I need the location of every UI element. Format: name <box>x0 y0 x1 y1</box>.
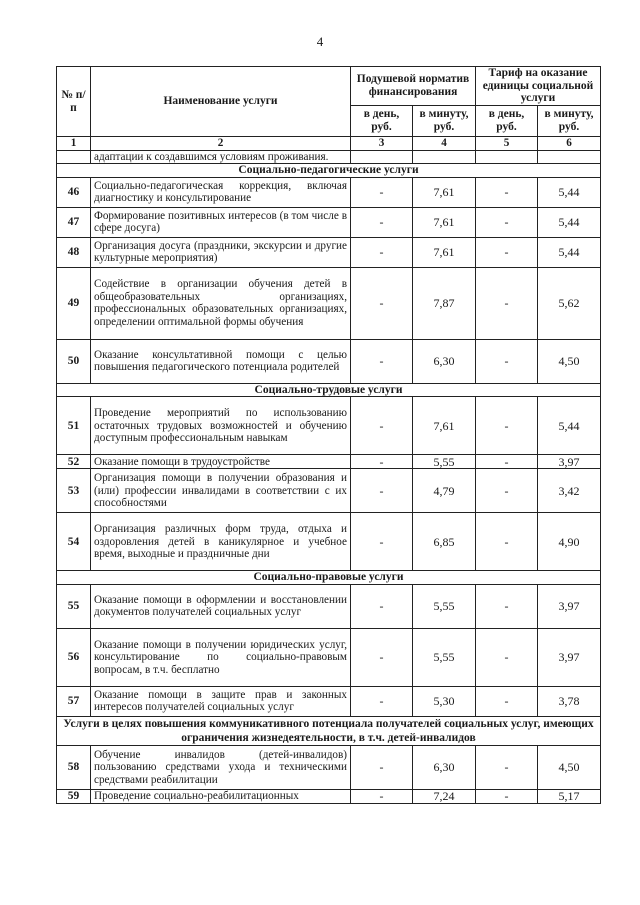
normative-per-day: - <box>351 745 413 789</box>
column-number: 6 <box>538 137 601 151</box>
tariff-per-day: - <box>476 628 538 686</box>
column-number: 2 <box>91 137 351 151</box>
normative-per-day: - <box>351 397 413 455</box>
service-name: Организация досуга (праздники, экскурсии и другие культурные мероприятия) <box>91 237 351 267</box>
header-normative: Подушевой норматив финансирования <box>351 67 476 106</box>
tariff-per-day: - <box>476 397 538 455</box>
service-name: Оказание помощи в защите прав и законных интересов получателей социальных услуг <box>91 686 351 716</box>
tariff-per-minute: 3,97 <box>538 455 601 469</box>
normative-per-minute: 7,61 <box>413 207 476 237</box>
tariff-per-day: - <box>476 177 538 207</box>
column-number: 1 <box>57 137 91 151</box>
page-number: 4 <box>316 34 324 49</box>
row-number: 47 <box>57 207 91 237</box>
table-row-continuation <box>57 150 601 164</box>
tariff-per-day: - <box>476 686 538 716</box>
service-name: Организация различных форм труда, отдыха и оздоровления детей в каникулярное и учебное время, выходные и праздничные дни <box>91 513 351 571</box>
tariff-per-minute: 3,78 <box>538 686 601 716</box>
normative-per-day: - <box>351 455 413 469</box>
tariff-per-day: - <box>476 237 538 267</box>
normative-per-day: - <box>351 207 413 237</box>
table-row <box>57 584 601 628</box>
normative-per-minute: 6,30 <box>413 745 476 789</box>
section-header <box>57 716 601 745</box>
tariff-per-day: - <box>476 584 538 628</box>
tariff-per-day: - <box>476 469 538 513</box>
normative-per-day: - <box>351 628 413 686</box>
section-header <box>57 164 601 178</box>
row-number: 54 <box>57 513 91 571</box>
normative-per-minute: 6,30 <box>413 339 476 383</box>
service-name: Проведение мероприятий по использованию остаточных трудовых возможностей и обучению доступным профессиональным навыкам <box>91 397 351 455</box>
table-row <box>57 469 601 513</box>
row-number: 46 <box>57 177 91 207</box>
service-name: Проведение социально-реабилитационных <box>91 789 351 803</box>
table-row <box>57 455 601 469</box>
normative-per-minute: 6,85 <box>413 513 476 571</box>
normative-per-minute: 7,61 <box>413 177 476 207</box>
table-row <box>57 207 601 237</box>
header-tariff-per-minute: в минуту, руб. <box>538 106 601 137</box>
normative-per-minute: 4,79 <box>413 469 476 513</box>
section-title: Социально-правовые услуги <box>57 571 601 585</box>
row-number: 49 <box>57 267 91 339</box>
normative-per-minute: 7,61 <box>413 397 476 455</box>
header-tariff-per-day: в день, руб. <box>476 106 538 137</box>
normative-per-minute: 5,30 <box>413 686 476 716</box>
normative-per-minute: 5,55 <box>413 455 476 469</box>
tariff-per-minute: 4,90 <box>538 513 601 571</box>
row-number: 48 <box>57 237 91 267</box>
tariff-per-minute: 3,97 <box>538 584 601 628</box>
row-number: 52 <box>57 455 91 469</box>
tariff-per-minute: 5,44 <box>538 237 601 267</box>
section-title: Услуги в целях повышения коммуникативного потенциала получателей социальных услуг, имеющих ограничения жизнедеятельности, в т.ч. детей-инвалидов <box>57 716 601 745</box>
table-row <box>57 686 601 716</box>
table-row <box>57 513 601 571</box>
normative-per-day: - <box>351 469 413 513</box>
table-row <box>57 745 601 789</box>
row-number: 57 <box>57 686 91 716</box>
service-name: Оказание помощи в оформлении и восстановлении документов получателей социальных услуг <box>91 584 351 628</box>
row-number: 51 <box>57 397 91 455</box>
section-title: Социально-педагогические услуги <box>57 164 601 178</box>
column-number: 5 <box>476 137 538 151</box>
row-number: 53 <box>57 469 91 513</box>
tariff-per-day: - <box>476 745 538 789</box>
service-name: Обучение инвалидов (детей-инвалидов) пользованию средствами ухода и техническими средствами реабилитации <box>91 745 351 789</box>
column-number: 3 <box>351 137 413 151</box>
row-number: 56 <box>57 628 91 686</box>
tariff-per-minute: 3,42 <box>538 469 601 513</box>
row-number: 58 <box>57 745 91 789</box>
normative-per-day: - <box>351 686 413 716</box>
tariff-per-day: - <box>476 207 538 237</box>
tariff-per-day: - <box>476 339 538 383</box>
normative-per-day: - <box>351 267 413 339</box>
tariff-per-minute: 3,97 <box>538 628 601 686</box>
normative-per-day: - <box>351 177 413 207</box>
header-name: Наименование услуги <box>91 67 351 137</box>
table-row <box>57 628 601 686</box>
tariff-per-day: - <box>476 267 538 339</box>
service-name: Содействие в организации обучения детей в общеобразовательных организациях, профессиональных образовательных организациях, определении оптимальной формы обучения <box>91 267 351 339</box>
table-row <box>57 177 601 207</box>
service-name: Оказание консультативной помощи с целью повышения педагогического потенциала родителей <box>91 339 351 383</box>
tariff-per-minute: 5,62 <box>538 267 601 339</box>
normative-per-minute: 7,24 <box>413 789 476 803</box>
tariff-per-day: - <box>476 513 538 571</box>
row-number: 50 <box>57 339 91 383</box>
header-tariff: Тариф на оказание единицы социальной услуги <box>476 67 601 106</box>
tariff-per-minute: 4,50 <box>538 339 601 383</box>
service-name: Организация помощи в получении образования и (или) профессии инвалидами в соответствии с их способностями <box>91 469 351 513</box>
section-header <box>57 383 601 397</box>
table-row <box>57 267 601 339</box>
header-normative-per-day: в день, руб. <box>351 106 413 137</box>
normative-per-minute: 5,55 <box>413 628 476 686</box>
service-name: Социально-педагогическая коррекция, включая диагностику и консультирование <box>91 177 351 207</box>
table-row <box>57 339 601 383</box>
service-name: Оказание помощи в трудоустройстве <box>91 455 351 469</box>
normative-per-day: - <box>351 339 413 383</box>
table-row <box>57 237 601 267</box>
tariff-per-day: - <box>476 789 538 803</box>
header-normative-per-minute: в минуту, руб. <box>413 106 476 137</box>
normative-per-day: - <box>351 789 413 803</box>
tariff-per-minute: 5,17 <box>538 789 601 803</box>
service-name: Формирование позитивных интересов (в том числе в сфере досуга) <box>91 207 351 237</box>
normative-per-day: - <box>351 237 413 267</box>
normative-per-day: - <box>351 513 413 571</box>
tariff-per-minute: 5,44 <box>538 207 601 237</box>
row-number: 59 <box>57 789 91 803</box>
tariff-per-day: - <box>476 455 538 469</box>
service-name: адаптации к создавшимся условиям проживания. <box>91 150 351 164</box>
normative-per-minute: 7,87 <box>413 267 476 339</box>
header-num: № п/п <box>57 67 91 137</box>
section-header <box>57 571 601 585</box>
normative-per-day: - <box>351 584 413 628</box>
tariff-per-minute: 5,44 <box>538 397 601 455</box>
services-table <box>56 66 601 804</box>
row-number: 55 <box>57 584 91 628</box>
normative-per-minute: 7,61 <box>413 237 476 267</box>
tariff-per-minute: 4,50 <box>538 745 601 789</box>
service-name: Оказание помощи в получении юридических услуг, консультирование по социально-правовым вопросам, в т.ч. бесплатно <box>91 628 351 686</box>
column-number: 4 <box>413 137 476 151</box>
table-row <box>57 397 601 455</box>
section-title: Социально-трудовые услуги <box>57 383 601 397</box>
table-row <box>57 789 601 803</box>
normative-per-minute: 5,55 <box>413 584 476 628</box>
tariff-per-minute: 5,44 <box>538 177 601 207</box>
